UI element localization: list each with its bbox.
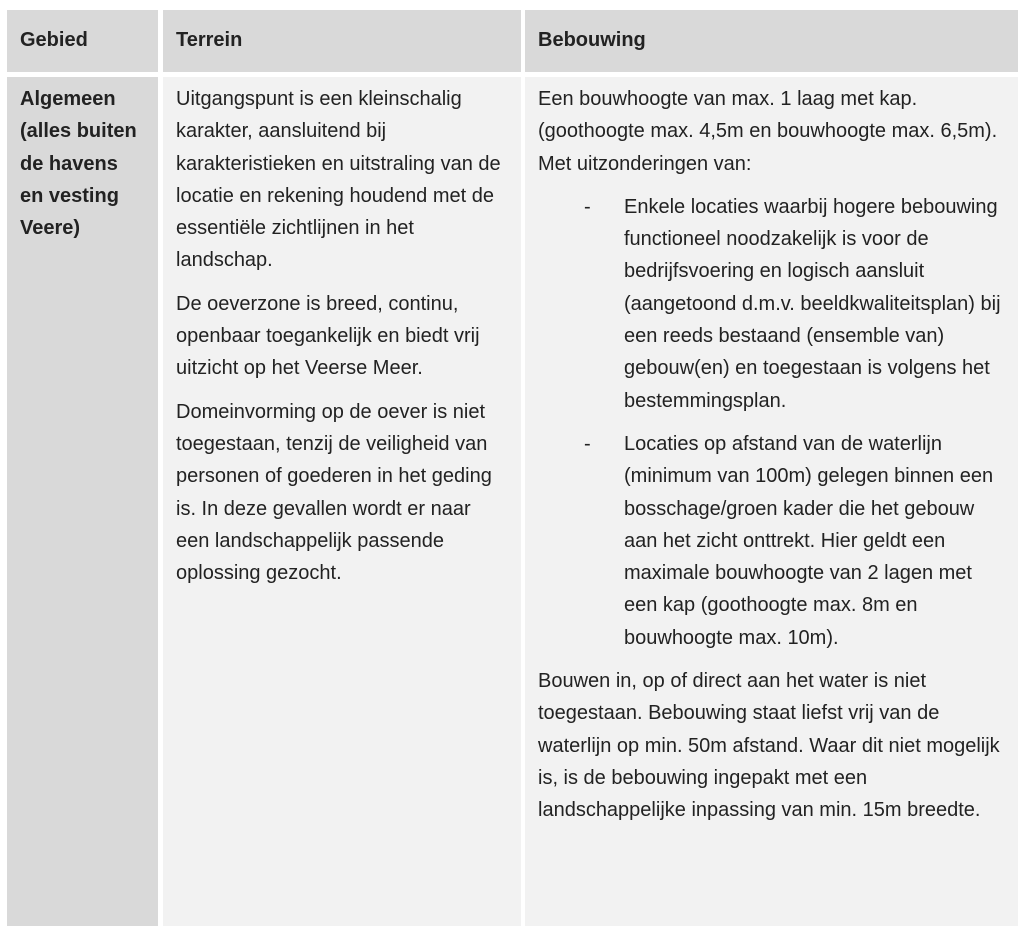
header-terrein: Terrein — [163, 10, 521, 72]
terrein-paragraph: De oeverzone is breed, continu, openbaar toegankelijk en biedt vrij uitzicht op het Veerse Meer. — [176, 292, 480, 380]
list-item-text: Enkele locaties waarbij hogere bebouwing functioneel noodzakelijk is voor de bedrijfsvoering en logisch aansluit (aangetoond d.m.v. beeldkwaliteitsplan) bij een reeds bestaand (ensemble van) gebouw(en) en toegestaan is volgens het bestemmingsplan. — [624, 195, 1001, 412]
bebouwing-intro: Een bouwhoogte van max. 1 laag met kap. (goothoogte max. 4,5m en bouwhoogte max. 6,5m). Met uitzonderingen van: — [538, 88, 998, 175]
cell-bebouwing — [525, 77, 1018, 926]
list-item — [584, 428, 1005, 654]
terrein-paragraph: Domeinvorming op de oever is niet toegestaan, tenzij de veiligheid van personen of goederen in het geding is. In deze gevallen wordt er naar een landschappelijk passende oplossing gezocht. — [176, 400, 492, 585]
cell-terrein — [163, 77, 521, 926]
bebouwing-outro: Bouwen in, op of direct aan het water is niet toegestaan. Bebouwing staat liefst vrij van de waterlijn op min. 50m afstand. Waar dit niet mogelijk is, is de bebouwing ingepakt met een landschappelijke inpassing van min. 15m breedte. — [538, 670, 1000, 822]
header-bebouwing: Bebouwing — [525, 10, 1018, 72]
cell-gebied: Algemeen (alles buiten de havens en vesting Veere) — [7, 77, 158, 926]
header-gebied: Gebied — [7, 10, 158, 72]
dash-bullet: - — [584, 195, 591, 218]
terrein-paragraph: Uitgangspunt is een kleinschalig karakter, aansluitend bij karakteristieken en uitstraling van de locatie en rekening houdend met de essentiële zichtlijnen in het landschap. — [176, 88, 501, 272]
dash-bullet: - — [584, 432, 591, 455]
bebouwing-exceptions-list — [538, 191, 1005, 654]
list-item-text: Locaties op afstand van de waterlijn (minimum van 100m) gelegen binnen een bosschage/groen kader die het gebouw aan het zicht onttrekt. Hier geldt een maximale bouwhoogte van 2 lagen met een kap (goothoogte max. 8m en bouwhoogte max. 10m). — [624, 432, 994, 649]
list-item — [584, 191, 1005, 417]
